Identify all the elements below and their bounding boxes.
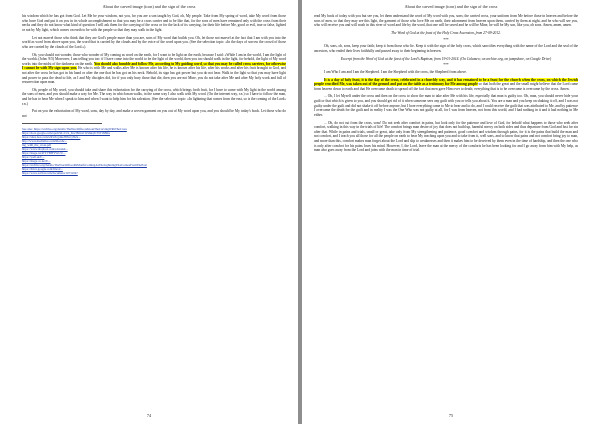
footnote-link[interactable]: https://archive.org/details/TheWordOfGodInMotifsComingAsTheLightningThatComesFromTheEast [22, 162, 147, 167]
left-paragraph-1: his wisdom which he has got from God. Let Me be your wisdom, not you, for you are a son taught by God, oh, My people. Take from My spring of word, take My word from those who have God and put it on you in its whole accomplishment so that you may be a cross carrier and to be like that, for the sons of men have remained only with the cross from their necks and they do not know what kind of question I will ask them for the carrying of the cross or for the lack of its carrying, for their life before Me, good or evil, true or false, lighted or not by My light, which comes on earth to be with the people so that they may walk in the light. [22, 14, 286, 32]
left-paragraph-3-text: Oh, you should not wonder, those who wonder of My coming as word on the earth, for I want to be light on the earth, because I said: «While I am in the world, I am the light of the world» (John: 9/5) Moreover, I am telling you too: if I have come into the world to be the light of the world, then you too should walk in the light, for behold, the light of My word works into the midst of the darkness on the earth. [22, 52, 286, 66]
left-running-head: About the carved image (icon) and the sign of the cross [102, 4, 196, 9]
right-page-number: 75 [448, 413, 454, 418]
footnote-link[interactable]: https://drive.google.com/file/d/... [22, 166, 63, 171]
right-paragraph-1: read My book of today with you but see you, let them understand the word of My word with you, sons; the carried cross, your uniform from Me before those in heaven and before the sons of men, so that they may see this light, the garment of those who love Me on earth, their adornment from heaven upon them, carried by them at night, and he who will see you, who will receive you and will wash in this river of word and life by the word, that one will be saved and he will be Mine, he will be My son, like you, oh sons. Amen, amen, amen. [314, 14, 578, 28]
footnote-link[interactable]: http://www.mediafire.com/file/ehc... [22, 138, 68, 143]
right-paragraph-3: I am Who I am and I am the Shepherd. I am the Shepherd with the cross, the Shepherd from above. [324, 69, 467, 74]
left-page-content [22, 14, 286, 175]
footnote-link[interactable]: https://mega.co.nz/#!... [22, 158, 51, 163]
right-paragraph-5: ... Oh, I let Myself under the cross and then on the cross to show the man to take after Me with his life, especially that man is guilty too. Oh, man, you should never hide your guilt or that which is given to you, and you should get rid of it when someone sees any guilt with you or tells you about it. You are a man and you keep on shaking it off, and I was not guilty under the guilt and did not shake it off before anyone, but I bore everything came to Me to bear and to do, and I could receive the guilt that was attributed to Me, and by patience I overcame the death for the guilt and in reality I was the One Who was not guilty at all, for I was from heaven, not from this world, and I had nothing in it and it had nothing in Me either. [314, 94, 578, 117]
footnote-link[interactable]: https://yadi.sk/i/... [22, 154, 45, 159]
right-paragraph-6: ... Oh, do not cut from the cross, sons! Do not seek after comfort in pains, but look only for the patience and love of God, for behold what happens to those who seek after comfort, walking in this way in the trials of life! The comfort brings man desire of joy that does not build up, harmful mercy on both sides and thus departure from God and lust for sin after that. While in pains and trials, small or great, take only from My strengthening and patience, good comfort and wisdom through pains, for it is the pains that build the man and not comfort, and I teach you all those for all the people on earth to bear My teaching upon you and to take from it, well sons, and to know that pains and not comfort bring joy to man, and more than this, comfort makes man forget about the Lord and slip to weaknesses and then it makes him to be deceived by them even in the time of hardship, and then the one who is only after comfort for his pains loses his mind. However, I, the Lord, leave the man at the mercy of the comforts he has been looking for and I go away from him with My help, as man also goes away from the Lord and joins with the man in time of trial. [314, 120, 578, 153]
left-paragraph-3 [22, 53, 286, 85]
separator-stars: *** [443, 37, 449, 42]
left-page-number: 74 [146, 413, 152, 418]
right-page-content [314, 14, 578, 156]
footnote-divider [22, 123, 102, 124]
footnote-link[interactable]: See also: https://archive.org/details/TheWordOfGodAboutTheCarvingWithTheCross [22, 126, 127, 131]
footnote-link[interactable]: https://docs.google.com/open?id=1Ux_Kw382xx1WxhkqTc35TfSBKs [22, 130, 110, 135]
separator-stars: *** [443, 63, 449, 68]
right-running-head: About the carved image (icon) and the sign of the cross [404, 4, 498, 9]
footnote-link[interactable]: https://www.dropbox.com/s/kwsk0... [22, 146, 68, 151]
footnote-link[interactable]: https://mega.nz/#!YVBHYWCS!... [22, 150, 66, 155]
footnote-link[interactable]: ing_with_the_cross.pdf [22, 142, 52, 147]
right-page [302, 0, 600, 424]
right-paragraph-2: Oh, sons, oh, sons, keep your faith; keep it from those who lie. Keep it with the sign of the holy cross, which sanctifies everything with the name of the Lord and the seal of the ancestors, who ended their lives faithfully and passed away to their beginning in heaven. [314, 44, 578, 53]
left-highlighted-text: You should also humble and follow Me, according to My guiding word, so that you may be called cross carriers, for otherwise I cannot be with My sign upon you. [22, 61, 286, 71]
right-paragraph-4-tail: so that both the great and the small might believe that the Lord came from heaven down to earth and that He overcame death to spread off the fact that men gave Him over to death; everything that is to be overcame is overcame by the cross. Amen. [314, 82, 578, 91]
footnote-link[interactable]: https://sites.box.com/s/RvrUgd4eJS8wvjJb2s... [22, 134, 81, 139]
left-paragraph-3-tail: He who is with Me and walks after Me is known after his life, he is known after his life, after his works and after his fruit brought to God, and not after the cross he has got in his hand or after the one that he has got on his neck. Behold, its sign has got power but you do not hear. Walk in the light so that you may have light and power to pass the dead to life, as I and My disciples did, for if you only bury those that die, then you are not Mine, you do not take after Me and after My holy work and full of resurrection upon man. [22, 66, 287, 85]
footnotes [22, 127, 286, 175]
right-signature-1: The Word of God at the feast of the Holy Cross Ascension, from 27-09-2012. [391, 30, 501, 35]
right-paragraph-4 [314, 78, 578, 92]
left-paragraph-4: Oh, people of My word, you should take and share this exhortation for the carrying of the cross, which brings forth fruit, for I have to come with My light in the world among the sons of men, and you should make a way for Me. The way in which man walks, in the same way I also walk with My word. (On the internet way, r.n.) so I have to follow the man, and he has to hear Me when I speak to him and when I want to help him for his salvation. (See the selection topic: «In lightning that comes from the east, so is the coming of the Lord» r.n.) [22, 87, 286, 106]
right-signature-2: Excerpt from the Word of God at the feast of the Lord's Baptism, from 19-01-2014. (On Calameo; on archive.org, on jumpshare, on Google Drive) [340, 56, 552, 61]
left-paragraph-2: Let not marvel those who think that they are God's people more than you are, sons of My word that builds you. Oh, let those not marvel at the fact that I am with you into the world as word from above upon you, the word that is carried by the clouds and by the voice of the word upon you. (See the selection topic: «In the days of sorrow the crowd of those who are carried by the clouds of the Lord.»). [22, 35, 286, 49]
left-page [0, 0, 298, 424]
right-highlighted-text: It is a day of holy feast, it is the day of the cross, celebrated in a churchly way, and it has remained to be a feast for the church when the cross, on which the Jewish people crucified Me, was taken out of the ground and put on the table as a testimony for Me among people [314, 77, 578, 87]
footnote-link[interactable]: https://www.scribd.com/document/19731047 [22, 170, 78, 175]
left-paragraph-5: Put on you the exhortation of My word, sons, day by day, and make a woven garment on you out of My word upon you, and you should be My today's book. Let those who do not [22, 109, 286, 119]
